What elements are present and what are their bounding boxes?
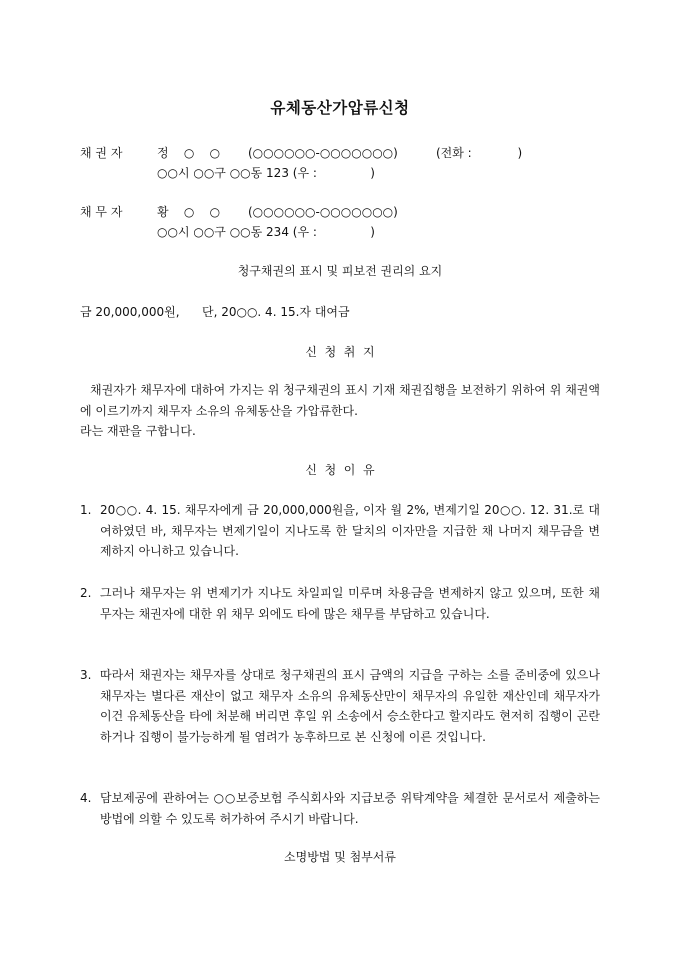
debtor-address: ○○시 ○○구 ○○동 234 (우 : ) <box>157 225 375 239</box>
claim-heading: 청구채권의 표시 및 피보전 권리의 요지 <box>237 264 443 278</box>
reason-heading: 신 청 이 유 <box>305 463 375 477</box>
evidence-heading: 소명방법 및 첨부서류 <box>284 850 396 864</box>
creditor-name: 정 ○ ○ <box>157 146 221 160</box>
document-title: 유체동산가압류신청 <box>270 99 410 117</box>
reason-item-2 <box>80 583 600 624</box>
purpose-body <box>80 380 600 442</box>
reason-item-1 <box>80 500 600 562</box>
reason-number: 1. <box>80 503 92 517</box>
debtor-id: (○○○○○○-○○○○○○○) <box>248 205 398 219</box>
purpose-heading: 신 청 취 지 <box>305 345 375 359</box>
claim-detail: 단, 20○○. 4. 15.자 대여금 <box>202 305 350 319</box>
creditor-id: (○○○○○○-○○○○○○○) <box>248 146 398 160</box>
debtor-label: 채 무 자 <box>80 205 123 219</box>
reason-number: 3. <box>80 668 92 682</box>
creditor-address: ○○시 ○○구 ○○동 123 (우 : ) <box>157 166 375 180</box>
reason-number: 4. <box>80 791 92 805</box>
creditor-phone: (전화 : ) <box>436 146 523 160</box>
purpose-line: 채권자가 채무자에 대하여 가지는 위 청구채권의 표시 기재 채권집행을 보전하기 위하여 위 채권액에 이르기까지 채무자 소유의 유체동산을 가압류한다. <box>80 383 600 418</box>
reason-item-3 <box>80 665 600 747</box>
reason-text: 담보제공에 관하여는 ○○보증보험 주식회사와 지급보증 위탁계약을 체결한 문서로서 제출하는 방법에 의할 수 있도록 허가하여 주시기 바랍니다. <box>100 791 600 826</box>
purpose-line: 라는 재판을 구합니다. <box>80 424 196 438</box>
claim-amount: 금 20,000,000원, <box>80 305 180 319</box>
reason-item-4 <box>80 788 600 829</box>
reason-number: 2. <box>80 586 92 600</box>
debtor-name: 황 ○ ○ <box>157 205 221 219</box>
reason-text: 따라서 채권자는 채무자를 상대로 청구채권의 표시 금액의 지급을 구하는 소를 준비중에 있으나 채무자는 별다른 재산이 없고 채무자 소유의 유체동산만이 채무자의 유일한 재산인데 채무자가 이건 유체동산을 타에 처분해 버리면 후일 위 소송에서 승소한다고 할지라도 현저히 집행이 곤란하거나 집행이 불가능하게 될 염려가 농후하므로 본 신청에 이른 것입니다. <box>100 668 600 744</box>
creditor-label: 채 권 자 <box>80 146 123 160</box>
reason-text: 20○○. 4. 15. 채무자에게 금 20,000,000원을, 이자 월 2%, 변제기일 20○○. 12. 31.로 대여하였던 바, 채무자는 변제기일이 지나도록 한 달치의 이자만을 지급한 채 나머지 채무금을 변제하지 아니하고 있습니다. <box>100 503 600 558</box>
reason-text: 그러나 채무자는 위 변제기가 지나도 차일피일 미루며 차용금을 변제하지 않고 있으며, 또한 채무자는 채권자에 대한 위 채무 외에도 타에 많은 채무를 부담하고 있습니다. <box>100 586 600 621</box>
